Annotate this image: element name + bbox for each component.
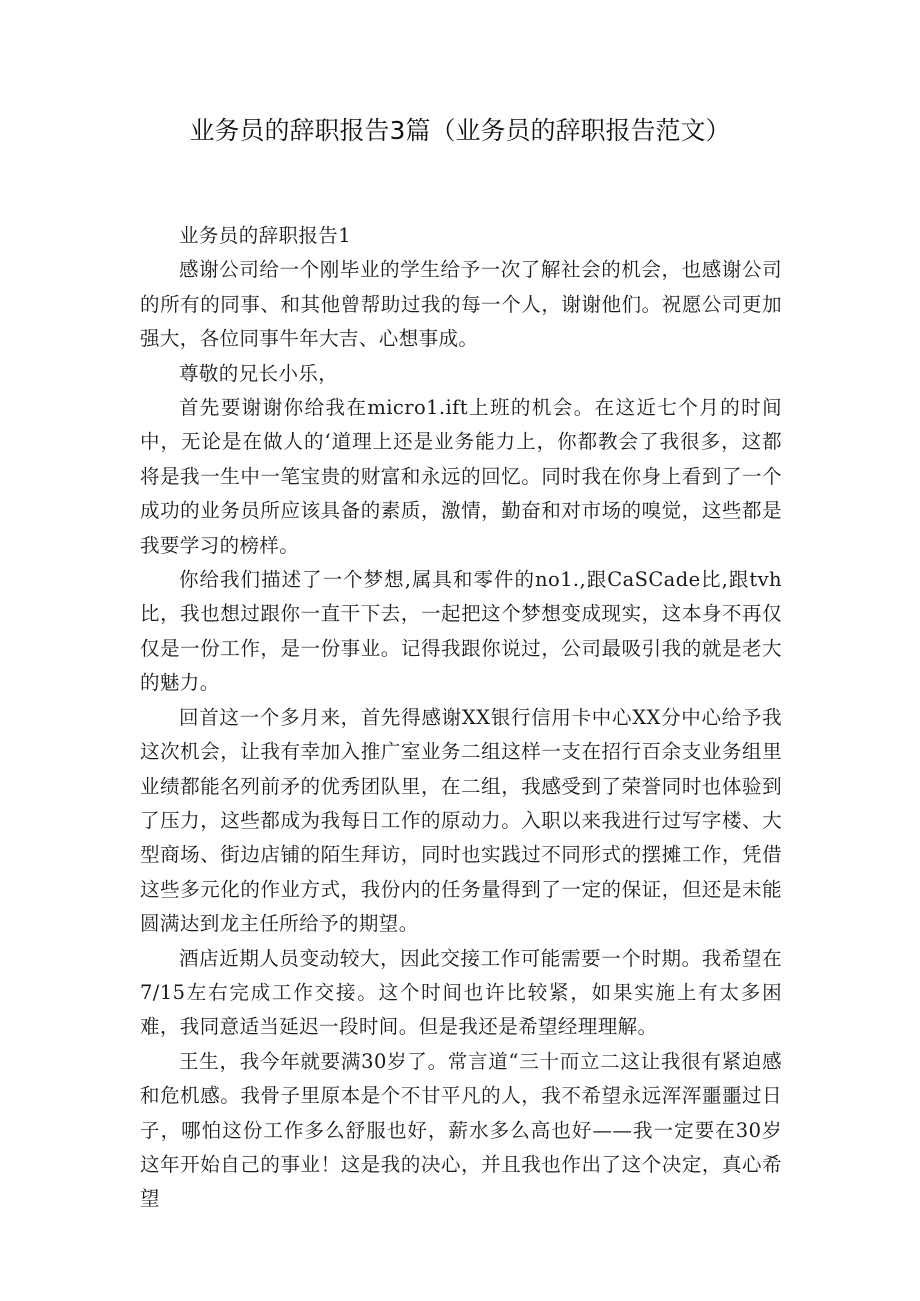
paragraph-gratitude: 感谢公司给一个刚毕业的学生给予一次了解社会的机会，也感谢公司的所有的同事、和其他曾帮助过我的每一个人，谢谢他们。祝愿公司更加强大，各位同事牛年大吉、心想事成。 [140,258,782,351]
paragraph-thanks: 首先要谢谢你给我在micro1.ift上班的机会。在这近七个月的时间中，无论是在做人的‘道理上还是业务能力上，你都教会了我很多，这都将是我一生中一笔宝贵的财富和永远的回忆。同时我在你身上看到了一个成功的业务员所应该具备的素质，激情，勤奋和对市场的嗅觉，这些都是我要学习的榜样。 [140,396,782,557]
section-heading: 业务员的辞职报告1 [179,224,352,247]
paragraph-handover: 酒店近期人员变动较大，因此交接工作可能需要一个时期。我希望在7/15左右完成工作交接。这个时间也许比较紧，如果实施上有太多困难，我同意适当延迟一段时间。但是我还是希望经理理解。 [140,946,782,1039]
document-body [140,219,782,1217]
paragraph-decision: 王生，我今年就要满30岁了。常言道“三十而立二这让我很有紧迫感和危机感。我骨子里原本是个不甘平凡的人，我不希望永远浑浑噩噩过日子，哪怕这份工作多么舒服也好，薪水多么高也好——我一定要在30岁这年开始自己的事业！这是我的决心，并且我也作出了这个决定，真心希望 [140,1049,782,1211]
paragraph-dream: 你给我们描述了一个梦想,属具和零件的no1.,跟CaSCade比,跟tvh比，我也想过跟你一直干下去，一起把这个梦想变成现实，这本身不再仅仅是一份工作，是一份事业。记得我跟你说过，公司最吸引我的就是老大的魅力。 [140,568,782,695]
document-title: 业务员的辞职报告3篇（业务员的辞职报告范文） [189,116,731,145]
salutation: 尊敬的兄长小乐， [179,361,339,385]
paragraph-review: 回首这一个多月来，首先得感谢XX银行信用卡中心XX分中心给予我这次机会，让我有幸加入推广室业务二组这样一支在招行百余支业务组里业绩都能名列前矛的优秀团队里，在二组，我感受到了荣誉同时也体验到了压力，这些都成为我每日工作的原动力。入职以来我进行过写字楼、大型商场、街边店铺的陌生拜访，同时也实践过不同形式的摆摊工作，凭借这些多元化的作业方式，我份内的任务量得到了一定的保证，但还是未能圆满达到龙主任所给予的期望。 [140,705,782,936]
